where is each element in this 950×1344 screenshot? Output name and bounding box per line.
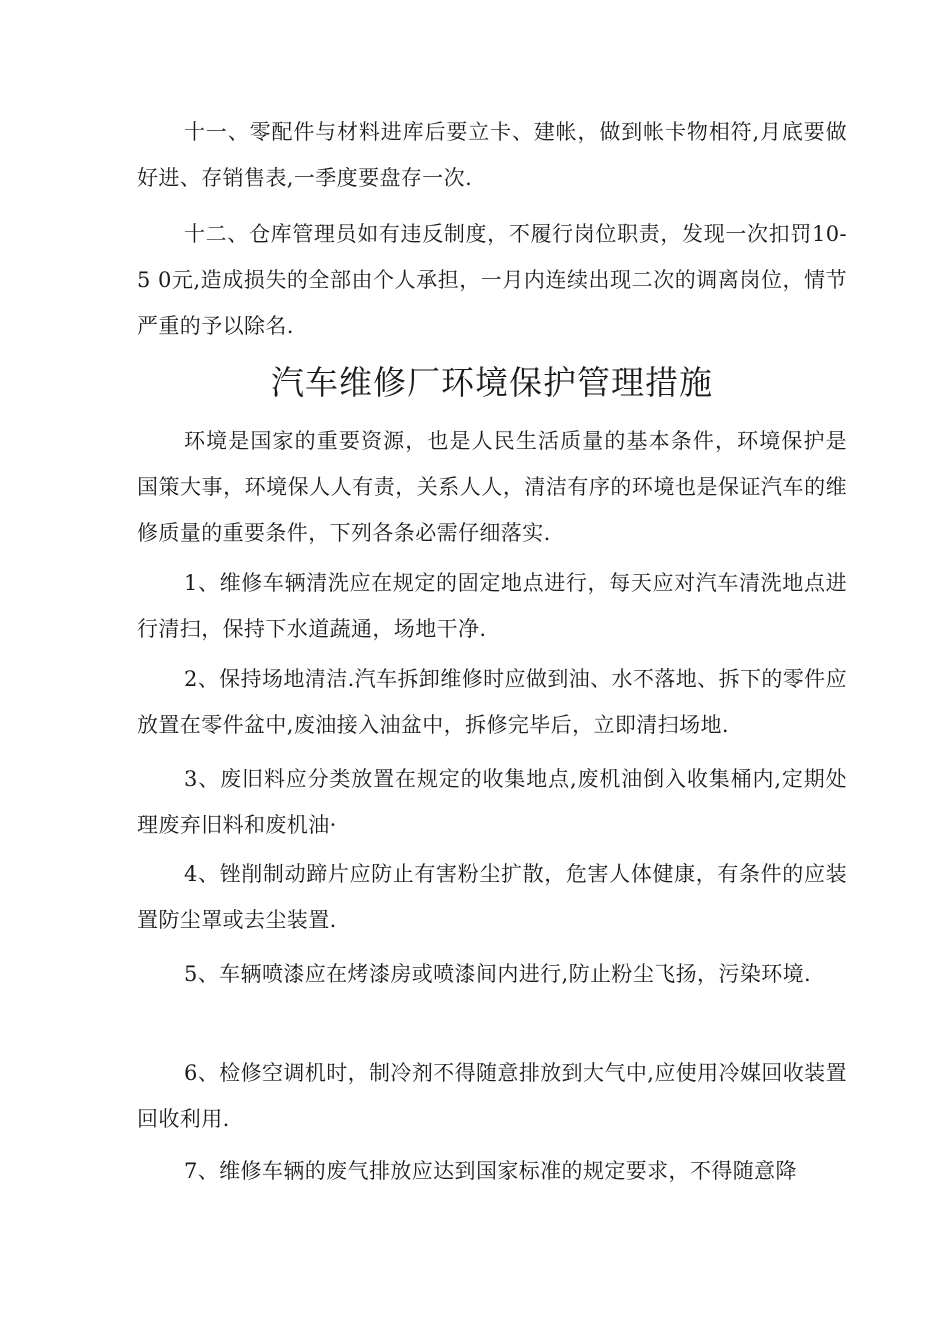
section-intro-paragraph: 环境是国家的重要资源，也是人民生活质量的基本条件，环境保护是国策大事，环境保人人有责，关系人人，清洁有序的环境也是保证汽车的维修质量的重要条件，下列各条必需仔细落实. [137,429,847,545]
measure-5-paragraph: 5、车辆喷漆应在烤漆房或喷漆间内进行,防止粉尘飞扬，污染环境. [184,962,812,986]
measure-7-paragraph: 7、维修车辆的废气排放应达到国家标准的规定要求，不得随意降 [184,1159,797,1183]
rule-11-paragraph: 十一、零配件与材料进库后要立卡、建帐，做到帐卡物相符,月底要做好进、存销售表,一季度要盘存一次. [137,120,847,190]
measure-6-paragraph: 6、检修空调机时，制冷剂不得随意排放到大气中,应使用冷媒回收装置回收利用. [137,1061,847,1131]
measure-1-paragraph: 1、维修车辆清洗应在规定的固定地点进行，每天应对汽车清洗地点进行清扫，保持下水道蔬通，场地干净. [137,571,847,641]
measure-3-paragraph: 3、废旧料应分类放置在规定的收集地点,废机油倒入收集桶内,定期处理废弃旧料和废机油· [137,767,847,837]
measure-4-paragraph: 4、锉削制动蹄片应防止有害粉尘扩散，危害人体健康，有条件的应装置防尘罩或去尘装置. [137,862,847,932]
section-title: 汽车维修厂环境保护管理措施 [271,363,713,402]
measure-2-paragraph: 2、保持场地清洁.汽车拆卸维修时应做到油、水不落地、拆下的零件应放置在零件盆中,废油接入油盆中，拆修完毕后，立即清扫场地. [137,667,847,737]
rule-12-paragraph: 十二、仓库管理员如有违反制度，不履行岗位职责，发现一次扣罚10-5 0元,造成损失的全部由个人承担，一月内连续出现二次的调离岗位，情节严重的予以除名. [137,222,847,338]
